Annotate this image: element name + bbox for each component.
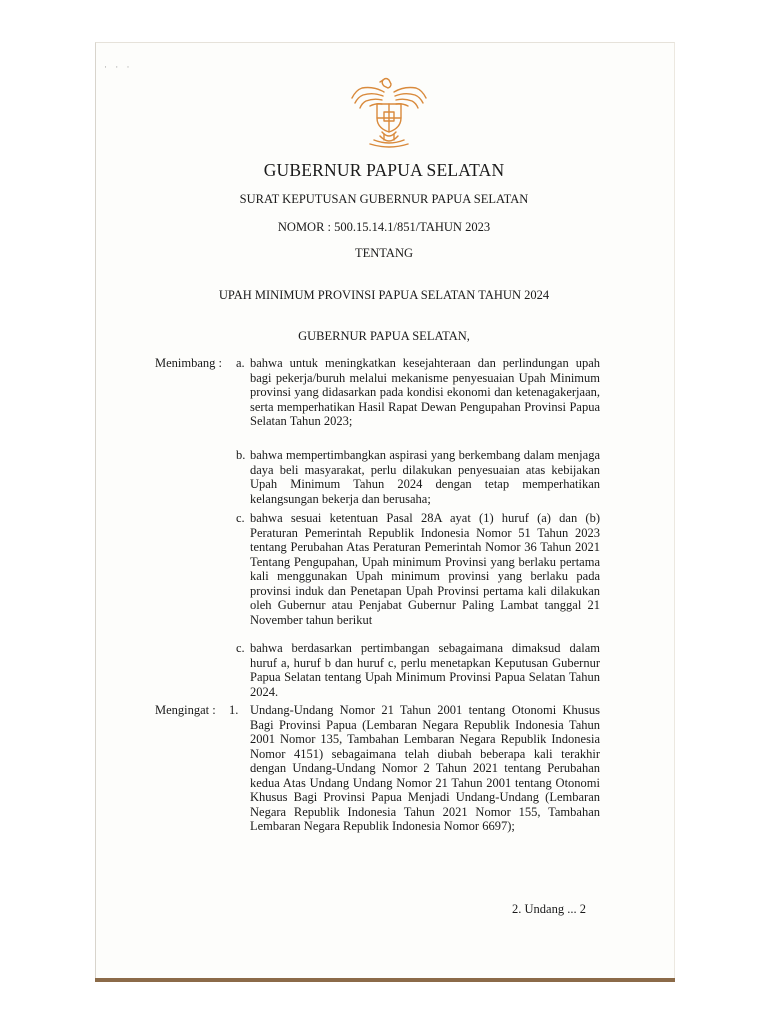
menimbang-item-d-marker: c.	[236, 641, 245, 655]
menimbang-item-a-marker: a.	[236, 356, 245, 370]
menimbang-label: Menimbang :	[155, 356, 223, 370]
mengingat-item-1-text: Undang-Undang Nomor 21 Tahun 2001 tentang Otonomi Khusus Bagi Provinsi Papua (Lembaran Negara Republik Indonesia Tahun 2001 Nomor 135, Tambahan Lembaran Negara Republik Indonesia Nomor 4151) sebagaimana telah diubah beberapa kali terakhir dengan Undang-Undang Nomor 2 Tahun 2021 tentang Perubahan kedua Atas Undang Undang Nomor 21 Tahun 2001 tentang Otonomi Khusus Bagi Provinsi Papua Menjadi Undang-Undang (Lembaran Negara Republik Indonesia Tahun 2021 Nomor 155, Tambahan Lembaran Negara Republik Indonesia Nomor 6697);	[250, 703, 600, 833]
page-bottom-edge	[95, 978, 675, 982]
decree-title: SURAT KEPUTUSAN GUBERNUR PAPUA SELATAN	[239, 192, 529, 206]
menimbang-item-b-marker: b.	[236, 448, 246, 462]
mengingat-label: Mengingat :	[155, 703, 216, 717]
scan-speck: · · ·	[104, 62, 133, 72]
menimbang-item-b-text: bahwa mempertimbangkan aspirasi yang berkembang dalam menjaga daya beli masyarakat, perlu dilakukan penyesuaian atas kebijakan Upah Minimum Tahun 2024 dengan tetap memperhatikan kelangsungan bekerja dan berusaha;	[250, 448, 600, 506]
garuda-pancasila-emblem-icon	[346, 74, 432, 152]
governor-heading: GUBERNUR PAPUA SELATAN,	[298, 329, 470, 343]
government-title: GUBERNUR PAPUA SELATAN	[263, 160, 505, 180]
decree-subject: UPAH MINIMUM PROVINSI PAPUA SELATAN TAHUN 2024	[218, 288, 550, 302]
menimbang-item-c-marker: c.	[236, 511, 245, 525]
menimbang-item-a-text: bahwa untuk meningkatkan kesejahteraan dan perlindungan upah bagi pekerja/buruh melalui mekanisme penyesuaian Upah Minimum provinsi yang didasarkan pada kondisi ekonomi dan ketenagakerjaan, serta memperhatikan Hasil Rapat Dewan Pengupahan Provinsi Papua Selatan Tahun 2023;	[250, 356, 600, 428]
next-page-indicator: 2. Undang ... 2	[512, 902, 586, 916]
menimbang-item-c-text: bahwa sesuai ketentuan Pasal 28A ayat (1) huruf (a) dan (b) Peraturan Pemerintah Republik Indonesia Nomor 51 Tahun 2023 tentang Perubahan Atas Peraturan Pemerintah Nomor 36 Tahun 2021 Tentang Pengupahan, Upah minimum Provinsi yang berlaku pertama kali menggunakan Upah minimum provinsi yang berlaku pada provinsi induk dan Penetapan Upah Provinsi pertama kali dilakukan oleh Gubernur atau Penjabat Gubernur Paling Lambat tanggal 21 November tahun berikut	[250, 511, 600, 627]
mengingat-item-1-marker: 1.	[229, 703, 239, 717]
about-heading: TENTANG	[354, 246, 413, 260]
menimbang-item-d-text: bahwa berdasarkan pertimbangan sebagaimana dimaksud dalam huruf a, huruf b dan huruf c, perlu menetapkan Keputusan Gubernur Papua Selatan tentang Upah Minimum Provinsi Papua Selatan Tahun 2024.	[250, 641, 600, 699]
decree-number: NOMOR : 500.15.14.1/851/TAHUN 2023	[277, 220, 491, 234]
